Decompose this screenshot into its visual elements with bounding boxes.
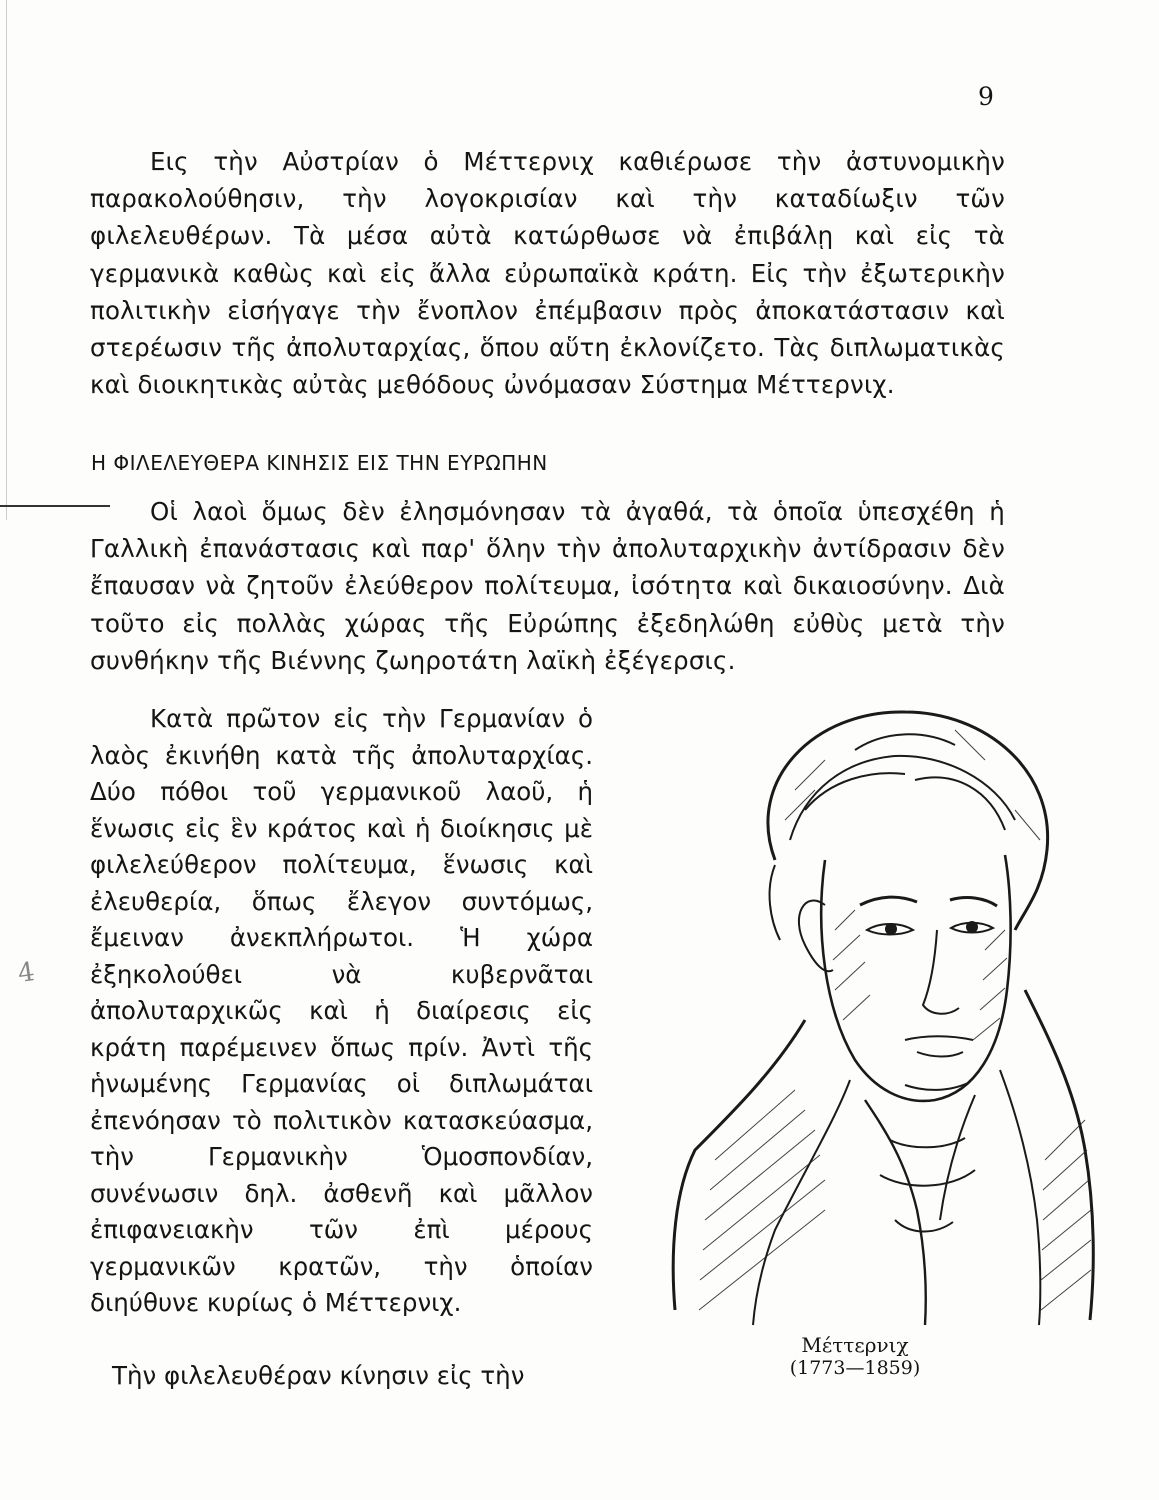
paragraph-austria [90,143,1005,403]
portrait-caption-name: Μέττερνιχ [801,1333,909,1357]
paragraph-germany [90,701,593,1322]
paragraph-germany-text: Κατὰ πρῶτον εἰς τὴν Γερμανίαν ὁ λαὸς ἐκινήθη κατὰ τῆς ἀπολυταρχίας. Δύο πόθοι τοῦ γερμανικοῦ λαοῦ, ἡ ἕνωσις εἰς ἓν κράτος καὶ ἡ διοίκησις μὲ φιλελεύθερον πολίτευμα, ἕνωσις καὶ ἐλευθερία, ὅπως ἔλεγον συντόμως, ἔμειναν ἀνεκπλήρωτοι. Ἡ χώρα ἐξηκολούθει νὰ κυβερνᾶται ἀπολυταρχικῶς καὶ ἡ διαίρεσις εἰς κράτη παρέμεινεν ὅπως πρίν. Ἀντὶ τῆς ἡνωμένης Γερμανίας οἱ διπλωμάται ἐπενόησαν τὸ πολιτικὸν κατασκεύασμα, τὴν Γερμανικὴν Ὁμοσπονδίαν, συνένωσιν δηλ. ἀσθενῆ καὶ μᾶλλον ἐπιφανειακὴν τῶν ἐπὶ μέρους γερμανικῶν κρατῶν, τὴν ὁποίαν διηύθυνε κυρίως ὁ Μέττερνιχ. [90,704,593,1317]
metternich-portrait-engraving [655,690,1105,1330]
section-heading: Η ΦΙΛΕΛΕΥΘΕΡΑ ΚΙΝΗΣΙΣ ΕΙΣ ΤΗΝ ΕΥΡΩΠΗΝ [91,451,548,475]
portrait-caption-dates: (1773—1859) [789,1357,921,1379]
paragraph-continuation: Τὴν φιλελευθέραν κίνησιν εἰς τὴν [112,1361,525,1390]
paragraph-austria-text: Εις τὴν Αὐστρίαν ὁ Μέττερνιχ καθιέρωσε τὴν ἀστυνομικὴν παρακολούθησιν, τὴν λογοκρισίαν καὶ τὴν καταδίωξιν τῶν φιλελευθέρων. Τὰ μέσα αὐτὰ κατώρθωσε νὰ ἐπιβάλῃ καὶ εἰς τὰ γερμανικὰ καθὼς καὶ εἰς ἄλλα εὐρωπαϊκὰ κράτη. Εἰς τὴν ἐξωτερικὴν πολιτικὴν εἰσήγαγε τὴν ἔνοπλον ἐπέμβασιν πρὸς ἀποκατάστασιν καὶ στερέωσιν τῆς ἀπολυταρχίας, ὅπου αὕτη ἐκλονίζετο. Τὰς διπλωματικὰς καὶ διοικητικὰς αὐτὰς μεθόδους ὠνόμασαν Σύστημα Μέττερνιχ. [90,147,1005,400]
page-edge-shadow [0,0,7,520]
page-number: 9 [978,82,994,111]
margin-pencil-mark: 4 [15,956,37,990]
paragraph-peoples-text: Οἱ λαοὶ ὅμως δὲν ἐλησμόνησαν τὰ ἀγαθά, τὰ ὁποῖα ὑπεσχέθη ἡ Γαλλικὴ ἐπανάστασις καὶ παρ' ὅλην τὴν ἀπολυταρχικὴν ἀντίδρασιν δὲν ἔπαυσαν νὰ ζητοῦν ἐλεύθερον πολίτευμα, ἰσότητα καὶ δικαιοσύνην. Διὰ τοῦτο εἰς πολλὰς χώρας τῆς Εὐρώπης ἐξεδηλώθη εὐθὺς μετὰ τὴν συνθήκην τῆς Βιέννης ζωηροτάτη λαϊκὴ ἐξέγερσις. [90,497,1005,675]
paragraph-peoples [90,493,1005,679]
